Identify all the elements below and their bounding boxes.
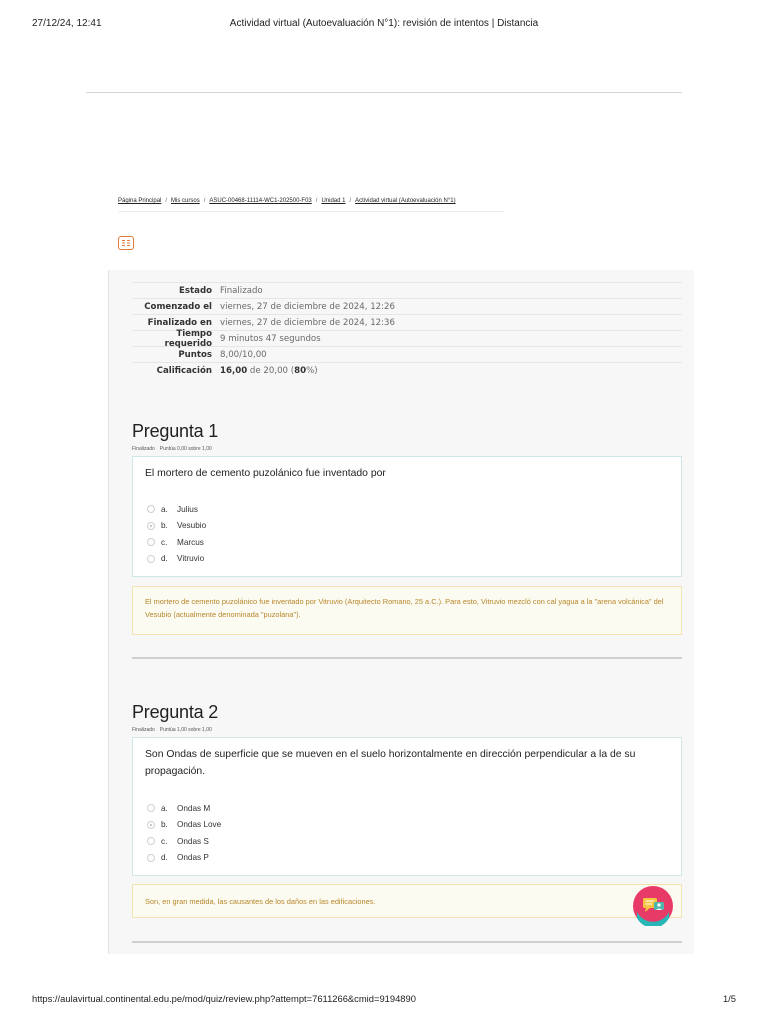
summary-label: Calificación [156,366,212,376]
question-score: Puntúa 1,00 sobre 1,00 [159,727,212,733]
answer-option[interactable] [147,800,221,817]
breadcrumb-separator: / [203,198,206,204]
chat-icon [633,886,673,926]
breadcrumb-activity[interactable]: Actividad virtual (Autoevaluación N°1) [355,198,456,204]
print-footer [32,993,736,1005]
answer-letter: d. [161,554,168,564]
summary-value: viernes, 27 de diciembre de 2024, 12:36 [220,317,395,328]
print-datetime: 27/12/24, 12:41 [32,18,102,29]
summary-value: 8,00/10,00 [220,349,267,360]
answer-letter: a. [161,504,168,514]
question-1-feedback: El mortero de cemento puzolánico fue inventado por Vitruvio (Arquitecto Romano, 25 a.C.). Para esto, Vitruvio mezcló con cal yagua a la "arena volcánica" del Vesubio (actualmente denominada "puzolana"). [132,586,682,635]
question-1-meta [132,446,217,452]
question-1-text: El mortero de cemento puzolánico fue inventado por [145,468,386,479]
quiz-navigation-button[interactable] [118,236,134,250]
answer-text: Ondas P [177,853,209,863]
summary-value: Finalizado [220,285,263,296]
answer-letter: a. [161,803,168,813]
radio-button-selected[interactable] [147,522,155,530]
summary-label: Tiempo requerido [164,328,212,349]
answer-option[interactable] [147,817,221,834]
breadcrumb-separator: / [349,198,352,204]
print-url: https://aulavirtual.continental.edu.pe/mod/quiz/review.php?attempt=7611266&cmid=9194890 [32,993,416,1004]
summary-value: viernes, 27 de diciembre de 2024, 12:26 [220,301,395,312]
list-icon [119,237,133,249]
radio-button[interactable] [147,837,155,845]
answer-text: Marcus [177,537,204,547]
summary-label: Finalizado en [147,317,212,328]
summary-row-points [132,347,682,363]
radio-button[interactable] [147,804,155,812]
answer-text: Ondas M [177,803,211,813]
answer-option[interactable] [147,534,206,551]
question-divider [132,657,682,659]
attempt-summary-table [132,282,682,379]
grade-percent: 80 [294,366,307,376]
question-1-title: Pregunta 1 [132,421,219,441]
breadcrumb-home[interactable]: Página Principal [118,198,162,204]
question-1-answers [147,501,206,567]
breadcrumb-separator: / [165,198,168,204]
radio-button[interactable] [147,555,155,563]
breadcrumb-unit[interactable]: Unidad 1 [321,198,346,204]
answer-letter: c. [161,836,168,846]
question-divider [132,941,682,943]
question-1-box [132,456,682,577]
summary-row-time [132,328,682,349]
answer-letter: b. [161,820,168,830]
chat-button[interactable] [633,886,673,926]
answer-option[interactable] [147,833,221,850]
answer-text: Vitruvio [177,554,205,564]
summary-label: Estado [179,285,212,296]
grade-score: 16,00 [220,366,248,376]
panel-edge [108,270,109,954]
answer-letter: c. [161,537,168,547]
top-divider [86,92,682,93]
breadcrumb-separator: / [315,198,318,204]
summary-label: Puntos [178,349,212,360]
print-page-number: 1/5 [722,993,736,1004]
question-score: Puntúa 0,00 sobre 1,00 [159,446,212,452]
question-state: Finalizado [132,727,155,733]
grade-close: %) [306,366,318,376]
grade-of-text: de 20,00 ( [249,366,295,376]
question-2-meta [132,727,217,733]
radio-button[interactable] [147,538,155,546]
summary-value: 9 minutos 47 segundos [220,333,321,344]
summary-grade-value [220,366,318,376]
summary-label: Comenzado el [144,301,212,312]
question-state: Finalizado [132,446,155,452]
question-2-box [132,737,682,876]
answer-text: Ondas S [177,836,209,846]
answer-text: Ondas Love [177,820,222,830]
print-header [32,18,736,32]
question-2-answers [147,800,221,866]
answer-option[interactable] [147,850,221,867]
question-2-title: Pregunta 2 [132,702,219,722]
summary-row-grade [132,363,682,379]
answer-option[interactable] [147,501,206,518]
summary-row-state [132,283,682,299]
question-2-feedback: Son, en gran medida, las causantes de los daños en las edificaciones. [132,884,682,918]
answer-option[interactable] [147,518,206,535]
breadcrumb-my-courses[interactable]: Mis cursos [171,198,200,204]
answer-option[interactable] [147,551,206,568]
answer-letter: d. [161,853,168,863]
radio-button[interactable] [147,854,155,862]
radio-button[interactable] [147,505,155,513]
breadcrumb [118,198,504,212]
answer-text: Julius [177,504,198,514]
radio-button-selected[interactable] [147,821,155,829]
answer-letter: b. [161,521,168,531]
answer-text: Vesubio [177,521,207,531]
question-2-text: Son Ondas de superficie que se mueven en el suelo horizontalmente en dirección perpendicular a la de su propagación. [145,749,636,777]
summary-row-started [132,299,682,315]
print-page-title: Actividad virtual (Autoevaluación N°1): revisión de intentos | Distancia [229,18,539,29]
breadcrumb-course[interactable]: ASUC-00468-11114-WC1-202500-F03 [209,198,312,204]
